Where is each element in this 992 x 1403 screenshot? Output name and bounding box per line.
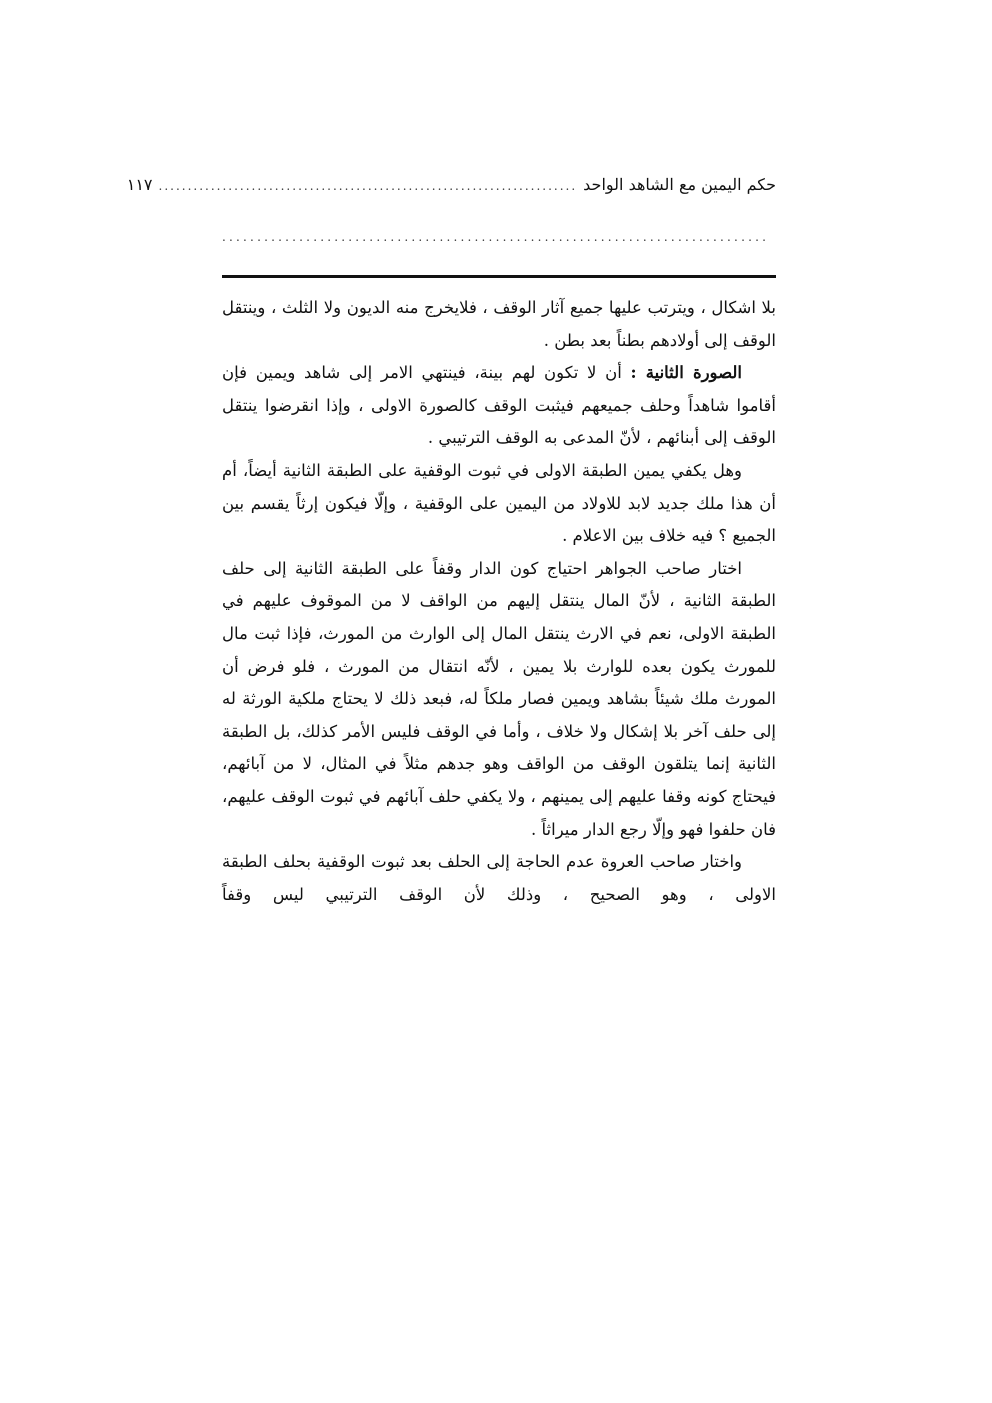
paragraph-2 xyxy=(222,357,776,455)
header-title: حكم اليمين مع الشاهد الواحد xyxy=(583,175,776,194)
paragraph-2-lead: الصورة الثانية : xyxy=(630,363,742,383)
paragraph-4-text: اختار صاحب الجواهر احتياج كون الدار وقفاً على الطبقة الثانية إلى حلف الطبقة الثانية ، لأنّ المال ينتقل إليهم من الواقف لا من الموقوف عليهم في الطبقة الاولى، نعم في الارث ينتقل المال إلى الوارث من المورث، فإذا ثبت مال للمورث يكون بعده للوارث بلا يمين ، لأنّه انتقال من المورث ، فلو فرض أن المورث ملك شيئاً بشاهد ويمين فصار ملكاً له، فبعد ذلك لا يحتاج ملكية الورثة له إلى حلف آخر بلا إشكال ولا خلاف ، وأما في الوقف فليس الأمر كذلك، بل الطبقة الثانية إنما يتلقون الوقف من الواقف وهو جدهم مثلاً في المثال، لا من آبائهم، فيحتاج كونه وقفا عليهم إلى يمينهم ، ولا يكفي حلف آبائهم في ثبوت الوقف عليهم، فان حلفوا فهو وإلّا رجع الدار ميراثاً . xyxy=(222,558,776,839)
paragraph-3 xyxy=(222,455,776,553)
paragraph-1 xyxy=(222,292,776,357)
horizontal-rule xyxy=(222,275,776,278)
paragraph-4 xyxy=(222,553,776,846)
page-number: ١١٧ xyxy=(126,175,153,194)
header-dot-leader: ........................................................................ xyxy=(158,179,578,193)
paragraph-2-text: أن لا تكون لهم بينة، فينتهي الامر إلى شاهد ويمين فإن أقاموا شاهداً وحلف جميعهم فيثبت الوقف كالصورة الاولى ، وإذا انقرضوا ينتقل الوقف إلى أبنائهم ، لأنّ المدعى به الوقف الترتيبي . xyxy=(222,363,776,448)
book-page xyxy=(126,0,776,1403)
body-text xyxy=(222,292,776,911)
paragraph-5 xyxy=(222,846,776,911)
paragraph-3-text: وهل يكفي يمين الطبقة الاولى في ثبوت الوقفية على الطبقة الثانية أيضاً، أم أن هذا ملك جديد لابد للاولاد من اليمين على الوقفية ، وإلّا فيكون إرثاً يقسم بين الجميع ؟ فيه خلاف بين الاعلام . xyxy=(222,460,776,546)
paragraph-1-text: بلا اشكال ، ويترتب عليها جميع آثار الوقف ، فلايخرج منه الديون ولا الثلث ، وينتقل الوقف إلى أولادهم بطناً بعد بطن . xyxy=(222,298,776,350)
paragraph-5-text: واختار صاحب العروة عدم الحاجة إلى الحلف بعد ثبوت الوقفية بحلف الطبقة الاولى ، وهو الصحيح ، وذلك لأن الوقف الترتيبي ليس وقفاً xyxy=(222,852,776,904)
running-header xyxy=(126,172,776,198)
dotted-separator: .............................................................................. xyxy=(222,230,770,244)
